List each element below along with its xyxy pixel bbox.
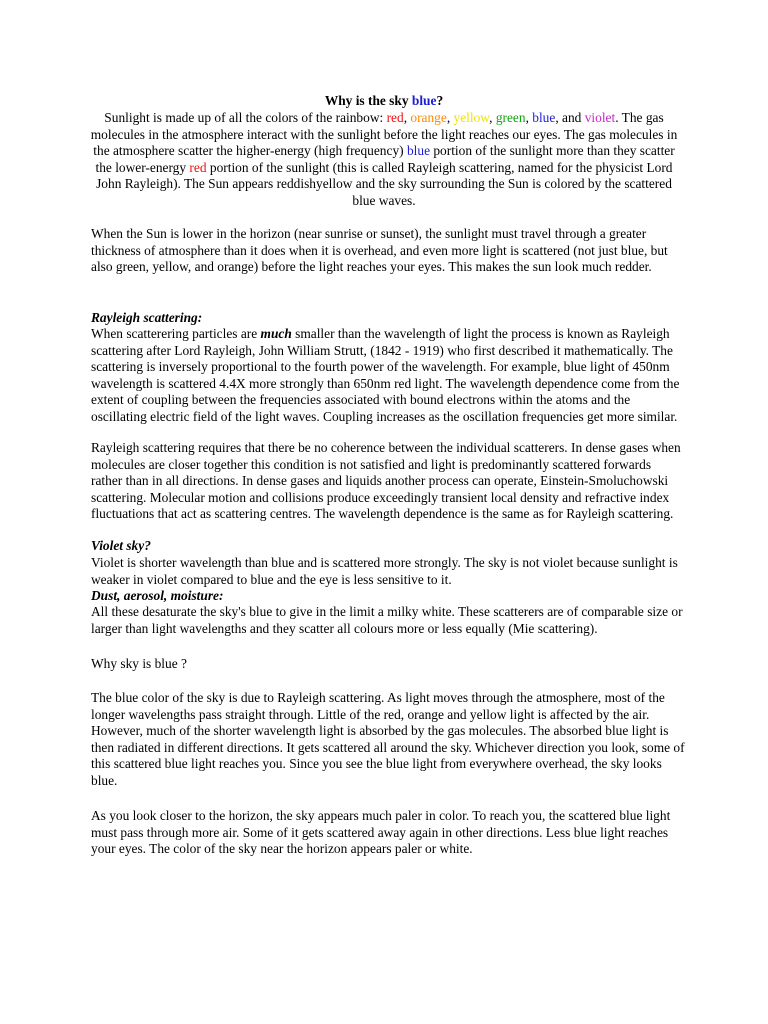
second-title: Why sky is blue ? — [91, 656, 187, 671]
title-suffix: ? — [436, 93, 444, 108]
intro-text: Sunlight is made up of all the colors of the rainbow: — [104, 110, 387, 125]
separator: , — [525, 110, 533, 125]
color-word-blue: blue — [532, 110, 556, 125]
color-word-orange: orange — [410, 110, 447, 125]
title-blue-word: blue — [411, 93, 437, 108]
horizon-paragraph: As you look closer to the horizon, the sky appears much paler in color. To reach you, the scattered blue light must pass through more air. Some of it gets scattered away again in other directions. Less blue light reaches your eyes. The color of the sky near the horizon appears paler or white. — [91, 808, 671, 857]
title-text: Why is the sky — [324, 93, 412, 108]
color-word-red: red — [189, 159, 207, 175]
page-title — [84, 93, 684, 110]
intro-text: portion of the sunlight (this is called Rayleigh scattering, named for the physicist Lord John Rayleigh). The Sun appears reddishyellow and the sky surrounding the Sun is colored by the scattered blue waves. — [96, 159, 673, 208]
blue-color-paragraph: The blue color of the sky is due to Rayleigh scattering. As light moves through the atmosphere, most of the longer wavelengths pass straight through. Little of the red, orange and yellow light is affected by the air. However, much of the shorter wavelength light is absorbed by the gas molecules. The absorbed blue light is then radiated in different directions. It gets scattered all around the sky. Whichever direction you look, some of this scattered blue light reaches you. Since you see the blue light from everywhere overhead, the sky looks blue. — [91, 690, 685, 788]
color-word-green: green — [495, 110, 526, 125]
color-word-violet: violet — [584, 110, 616, 125]
coherence-paragraph: Rayleigh scattering requires that there be no coherence between the individual scatterers. In dense gases when molecules are closer together this condition is not satisfied and light is predominantly scattered forwards rather than in all directions. In dense gases and liquids another process can operate, Einstein-Smoluchowski scattering. Molecular motion and collisions produce exceedingly transient local density and refractive index fluctuations that act as scattering centres. The wavelength dependence is the same as for Rayleigh scattering. — [91, 440, 681, 522]
dust-paragraph: All these desaturate the sky's blue to give in the limit a milky white. These scatterers are of comparable size or larger than light wavelengths and they scatter all colours more or less equally (Mie scattering). — [91, 604, 683, 636]
violet-heading: Violet sky? — [91, 538, 151, 553]
rayleigh-paragraph — [91, 326, 685, 426]
separator: , — [403, 110, 411, 125]
separator: , — [489, 110, 496, 125]
separator: , and — [555, 110, 585, 125]
sunset-paragraph: When the Sun is lower in the horizon (near sunrise or sunset), the sunlight must travel through a greater thickness of atmosphere than it does when it is overhead, and even more light is scattered (not just blue, but also green, yellow, and orange) before the light reaches your eyes. This makes the sun look much redder. — [91, 226, 668, 275]
intro-text: . The gas molecules in the atmosphere interact with the sunlight before the light reaches our eyes. The gas molecules in the atmosphere scatter the higher-energy (high frequency) — [90, 110, 678, 159]
rayleigh-text: When scatterering particles are — [91, 326, 261, 341]
violet-paragraph: Violet is shorter wavelength than blue and is scattered more strongly. The sky is not violet because sunlight is weaker in violet compared to blue and the eye is less sensitive to it. — [91, 555, 678, 587]
intro-paragraph — [84, 110, 684, 210]
intro-text: portion of the sunlight more than they scatter the lower-energy — [95, 143, 675, 175]
separator: , — [446, 110, 454, 125]
dust-heading: Dust, aerosol, moisture: — [91, 588, 224, 603]
color-word-blue: blue — [406, 143, 431, 159]
color-word-red: red — [386, 110, 404, 125]
color-word-yellow: yellow — [453, 110, 490, 125]
emphasis-much: much — [260, 326, 292, 341]
rayleigh-text: smaller than the wavelength of light the process is known as Rayleigh scattering after Lord Rayleigh, John William Strutt, (1842 - 1919) who first described it mathematically. The scattering is inversely proportional to the fourth power of the wavelength. For example, blue light of 450nm wavelength is scattered 4.4X more strongly than 650nm red light. The wavelength dependence come from the extent of coupling between the frequencies associated with bound electrons within the atoms and the oscillating electric field of the light waves. Coupling increases as the oscillation frequencies get more similar. — [91, 326, 680, 424]
rayleigh-heading: Rayleigh scattering: — [91, 310, 203, 325]
